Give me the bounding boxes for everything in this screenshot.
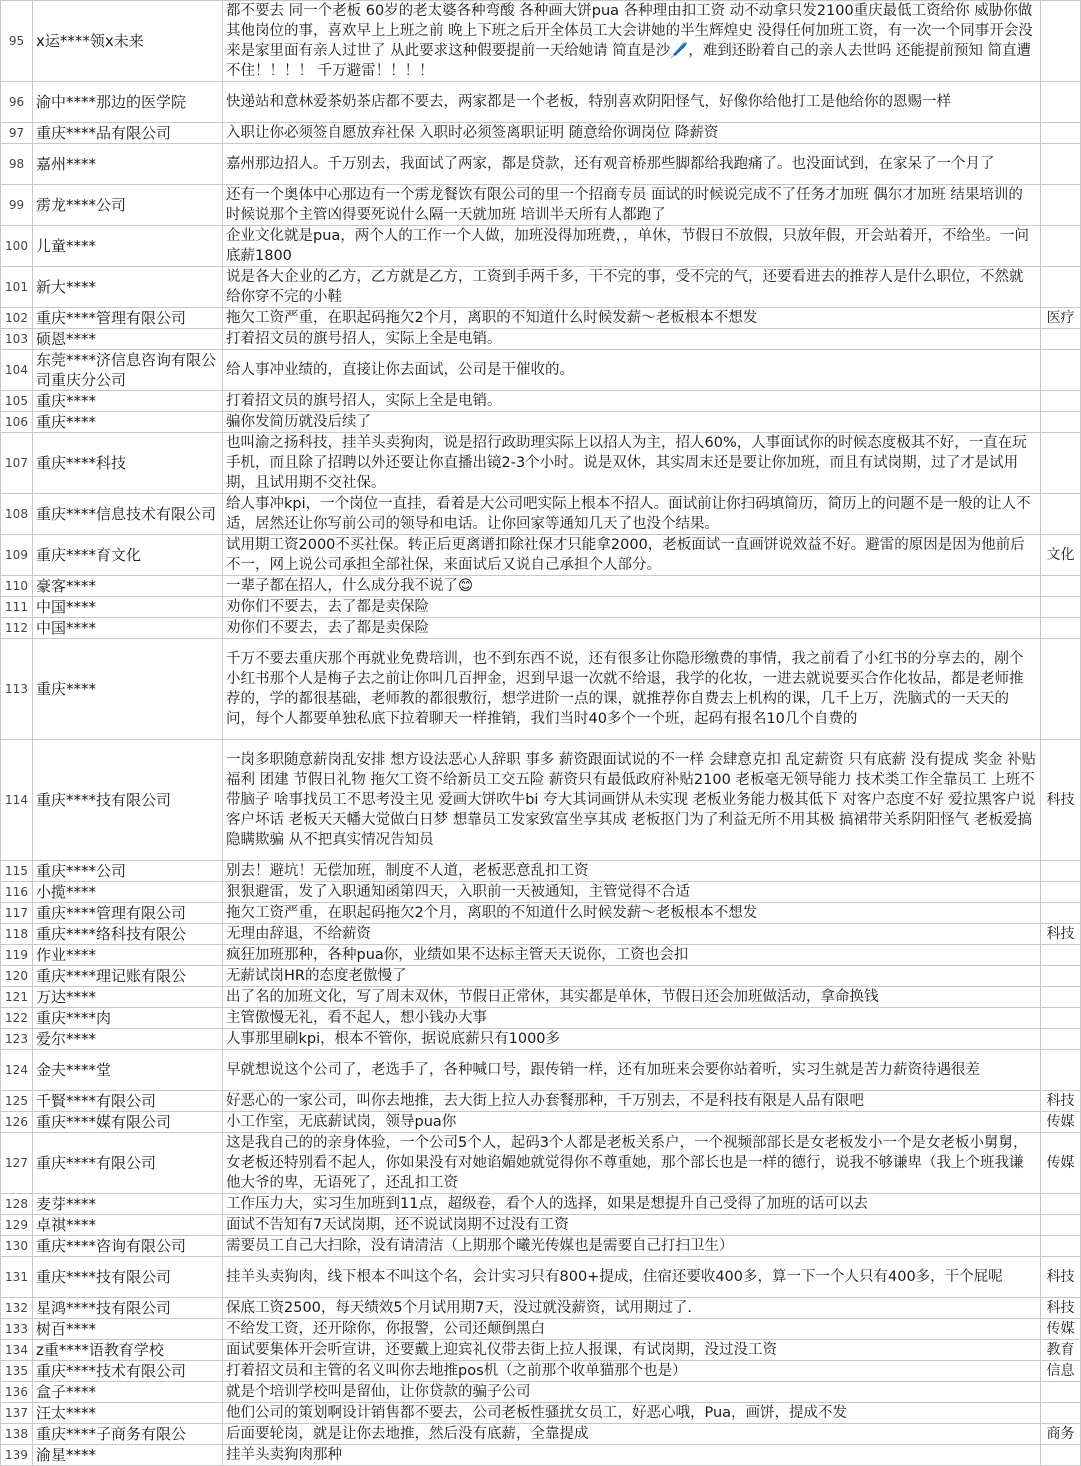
row-number[interactable]: 126: [1, 1112, 33, 1133]
table-row: [1, 861, 1081, 882]
company-cell[interactable]: 中国****: [33, 618, 223, 639]
company-cell[interactable]: 树百****: [33, 1319, 223, 1340]
row-number[interactable]: 135: [1, 1361, 33, 1382]
row-number[interactable]: 123: [1, 1029, 33, 1050]
review-cell[interactable]: 挂羊头卖狗肉那种: [223, 1445, 1041, 1466]
row-number[interactable]: 138: [1, 1424, 33, 1445]
review-cell[interactable]: 别去！避坑！无偿加班，制度不人道，老板恶意乱扣工资: [223, 861, 1041, 882]
company-cell[interactable]: 雳龙****公司: [33, 185, 223, 226]
table-row: [1, 185, 1081, 226]
company-cell[interactable]: 重庆****科技: [33, 433, 223, 494]
table-row: [1, 308, 1081, 329]
category-cell[interactable]: [1041, 639, 1081, 740]
table-row: [1, 576, 1081, 597]
company-cell[interactable]: 嘉州****: [33, 144, 223, 185]
table-row: [1, 329, 1081, 350]
company-cell[interactable]: 重庆****公司: [33, 861, 223, 882]
row-number[interactable]: 113: [1, 639, 33, 740]
category-cell[interactable]: [1041, 144, 1081, 185]
review-cell[interactable]: 后面要轮岗，就是让你去地推，然后没有底薪，全靠提成: [223, 1424, 1041, 1445]
row-number[interactable]: 137: [1, 1403, 33, 1424]
table-row: [1, 535, 1081, 576]
company-cell[interactable]: 星鸿****技有限公司: [33, 1298, 223, 1319]
row-number[interactable]: 129: [1, 1215, 33, 1236]
company-cell[interactable]: 麦芽****: [33, 1194, 223, 1215]
row-number[interactable]: 101: [1, 267, 33, 308]
company-cell[interactable]: 硕恩****: [33, 329, 223, 350]
category-cell[interactable]: 医疗: [1041, 308, 1081, 329]
table-row: [1, 903, 1081, 924]
category-cell[interactable]: [1041, 987, 1081, 1008]
table-row: [1, 1257, 1081, 1298]
review-cell[interactable]: 给人事冲业绩的，直接让你去面试，公司是干催收的。: [223, 350, 1041, 391]
company-cell[interactable]: 重庆****络科技有限公: [33, 924, 223, 945]
table-row: [1, 144, 1081, 185]
company-cell[interactable]: 重庆****: [33, 412, 223, 433]
table-body: [1, 1, 1081, 1466]
review-cell[interactable]: 拖欠工资严重，在职起码拖欠2个月，离职的不知道什么时候发薪～老板根本不想发: [223, 308, 1041, 329]
review-cell[interactable]: 他们公司的策划啊设计销售都不要去，公司老板性骚扰女员工，好恶心哦，Pua，画饼，提成不发: [223, 1403, 1041, 1424]
category-cell[interactable]: 教育: [1041, 1340, 1081, 1361]
category-cell[interactable]: 传媒: [1041, 1319, 1081, 1340]
table-row: [1, 226, 1081, 267]
table-row: [1, 391, 1081, 412]
category-cell[interactable]: 科技: [1041, 1257, 1081, 1298]
company-cell[interactable]: 作业****: [33, 945, 223, 966]
category-cell[interactable]: [1041, 1, 1081, 82]
category-cell[interactable]: [1041, 618, 1081, 639]
row-number[interactable]: 124: [1, 1050, 33, 1091]
company-cell[interactable]: 重庆****: [33, 639, 223, 740]
category-cell[interactable]: [1041, 1382, 1081, 1403]
company-cell[interactable]: 汪太****: [33, 1403, 223, 1424]
company-cell[interactable]: x运****领x未来: [33, 1, 223, 82]
review-cell[interactable]: 劝你们不要去，去了都是卖保险: [223, 597, 1041, 618]
review-cell[interactable]: 快递站和意林爱茶奶茶店都不要去，两家都是一个老板，特别喜欢阴阳怪气，好像你给他打工是他给你的恩赐一样: [223, 82, 1041, 123]
row-number[interactable]: 102: [1, 308, 33, 329]
row-number[interactable]: 116: [1, 882, 33, 903]
review-cell[interactable]: 给人事冲kpi，一个岗位一直挂，看着是大公司吧实际上根本不招人。面试前让你扫码填简历，简历上的问题不是一般的让人不适，居然还让你写前公司的领导和电话。让你回家等通知几天了也没个结果。: [223, 494, 1041, 535]
company-cell[interactable]: 重庆****肉: [33, 1008, 223, 1029]
review-cell[interactable]: 早就想说这个公司了，老选手了，各种喊口号，跟传销一样，还有加班来会要你站着听，实习生就是苦力薪资待遇很差: [223, 1050, 1041, 1091]
review-cell[interactable]: 好恶心的一家公司，叫你去地推，去大街上拉人办套餐那种，千万别去，不是科技有限是人品有限吧: [223, 1091, 1041, 1112]
category-cell[interactable]: [1041, 576, 1081, 597]
row-number[interactable]: 99: [1, 185, 33, 226]
row-number[interactable]: 131: [1, 1257, 33, 1298]
company-cell[interactable]: 重庆****媒有限公司: [33, 1112, 223, 1133]
category-cell[interactable]: [1041, 391, 1081, 412]
review-cell[interactable]: 小工作室，无底薪试岗，领导pua你: [223, 1112, 1041, 1133]
row-number[interactable]: 104: [1, 350, 33, 391]
row-number[interactable]: 115: [1, 861, 33, 882]
table-row: [1, 882, 1081, 903]
category-cell[interactable]: [1041, 945, 1081, 966]
row-number[interactable]: 132: [1, 1298, 33, 1319]
review-cell[interactable]: 打着招文员的旗号招人，实际上全是电销。: [223, 391, 1041, 412]
table-row: [1, 82, 1081, 123]
category-cell[interactable]: [1041, 350, 1081, 391]
row-number[interactable]: 107: [1, 433, 33, 494]
review-cell[interactable]: 需要员工自己大扫除，没有请清洁（上期那个曦光传媒也是需要自己打扫卫生）: [223, 1236, 1041, 1257]
table-row: [1, 1298, 1081, 1319]
review-cell[interactable]: 面试要集体开会听宣讲，还要戴上迎宾礼仪带去街上拉人报课，有试岗期，没过没工资: [223, 1340, 1041, 1361]
category-cell[interactable]: [1041, 1215, 1081, 1236]
review-cell[interactable]: 骗你发简历就没后续了: [223, 412, 1041, 433]
category-cell[interactable]: [1041, 329, 1081, 350]
table-row: [1, 924, 1081, 945]
company-cell[interactable]: 重庆****育文化: [33, 535, 223, 576]
review-cell[interactable]: 说是各大企业的乙方，乙方就是乙方，工资到手两千多，干不完的事，受不完的气，还要看进去的推荐人是什么职位，不然就给你穿不完的小鞋: [223, 267, 1041, 308]
table-row: [1, 350, 1081, 391]
review-cell[interactable]: 千万不要去重庆那个再就业免费培训，也不到东西不说，还有很多让你隐形缴费的事情，我之前看了小红书的分享去的，剐个小红书那个人是梅子去之前让你叫几百押金，迟到早退一次就不给退，我学的化妆，一进去就说要买合作化妆品，都是老师推荐的，学的都很基础，老师教的都很敷衍，想学进阶一点的课，就推荐你自费去上机构的课，几千上万，洗脑式的一天天的问，每个人都要单独私底下拉着聊天一样推销，我们当时40多个一个班，起码有报名10几个自费的: [223, 639, 1041, 740]
category-cell[interactable]: [1041, 1403, 1081, 1424]
table-row: [1, 267, 1081, 308]
category-cell[interactable]: [1041, 861, 1081, 882]
table-row: [1, 433, 1081, 494]
review-cell[interactable]: 都不要去 同一个老板 60岁的老太婆各种弯酸 各种画大饼pua 各种理由扣工资 动不动拿只发2100重庆最低工资给你 威胁你做其他岗位的事，喜欢早上上班之前 晚上下班之后开全体员工大会讲她的半生辉煌史 没得任何加班工资，有一次一个同事开会没来是家里面有亲人过世了 从此要求这种假要提前一天给她请 简直是沙🖊️，难到还盼着自己的亲人去世吗 还能提前预知 简直遭不住！！！！ 千万避雷！！！！: [223, 1, 1041, 82]
category-cell[interactable]: [1041, 267, 1081, 308]
table-row: [1, 123, 1081, 144]
row-number[interactable]: 112: [1, 618, 33, 639]
row-number[interactable]: 109: [1, 535, 33, 576]
review-cell[interactable]: 面试不告知有7天试岗期，还不说试岗期不过没有工资: [223, 1215, 1041, 1236]
table-row: [1, 740, 1081, 861]
row-number[interactable]: 127: [1, 1133, 33, 1194]
table-row: [1, 1008, 1081, 1029]
table-row: [1, 1424, 1081, 1445]
company-cell[interactable]: 重庆****管理有限公司: [33, 308, 223, 329]
category-cell[interactable]: 科技: [1041, 740, 1081, 861]
review-cell[interactable]: 挂羊头卖狗肉，线下根本不叫这个名，会计实习只有800+提成，住宿还要收400多，算一下一个人只有400多，干个屁呢: [223, 1257, 1041, 1298]
table-row: [1, 1236, 1081, 1257]
table-row: [1, 639, 1081, 740]
row-number[interactable]: 118: [1, 924, 33, 945]
category-cell[interactable]: [1041, 1194, 1081, 1215]
table-row: [1, 494, 1081, 535]
review-cell[interactable]: 疯狂加班那种，各种pua你，业绩如果不达标主管天天说你，工资也会扣: [223, 945, 1041, 966]
category-cell[interactable]: [1041, 903, 1081, 924]
review-cell[interactable]: 主管傲慢无礼，看不起人，想小钱办大事: [223, 1008, 1041, 1029]
company-cell[interactable]: 东莞****济信息咨询有限公司重庆分公司: [33, 350, 223, 391]
table-row: [1, 1133, 1081, 1194]
review-cell[interactable]: 劝你们不要去，去了都是卖保险: [223, 618, 1041, 639]
row-number[interactable]: 117: [1, 903, 33, 924]
company-cell[interactable]: 渝星****: [33, 1445, 223, 1466]
category-cell[interactable]: [1041, 433, 1081, 494]
row-number[interactable]: 98: [1, 144, 33, 185]
row-number[interactable]: 95: [1, 1, 33, 82]
review-cell[interactable]: 保底工资2500，每天绩效5个月试用期7天，没过就没薪资，试用期过了.: [223, 1298, 1041, 1319]
category-cell[interactable]: 传媒: [1041, 1112, 1081, 1133]
row-number[interactable]: 114: [1, 740, 33, 861]
table-row: [1, 945, 1081, 966]
row-number[interactable]: 100: [1, 226, 33, 267]
category-cell[interactable]: [1041, 1050, 1081, 1091]
company-cell[interactable]: 新大****: [33, 267, 223, 308]
category-cell[interactable]: [1041, 123, 1081, 144]
company-cell[interactable]: 爱尔****: [33, 1029, 223, 1050]
company-cell[interactable]: 重庆****技有限公司: [33, 1257, 223, 1298]
row-number[interactable]: 119: [1, 945, 33, 966]
table-row: [1, 1361, 1081, 1382]
company-cell[interactable]: 金夫****堂: [33, 1050, 223, 1091]
category-cell[interactable]: [1041, 882, 1081, 903]
review-cell[interactable]: 不给发工资，还开除你，你报警，公司还颠倒黑白: [223, 1319, 1041, 1340]
company-cell[interactable]: 万达****: [33, 987, 223, 1008]
review-cell[interactable]: 就是个培训学校叫是留仙，让你贷款的骗子公司: [223, 1382, 1041, 1403]
review-cell[interactable]: 出了名的加班文化，写了周末双休，节假日正常休，其实都是单休，节假日还会加班做活动，拿命换钱: [223, 987, 1041, 1008]
row-number[interactable]: 105: [1, 391, 33, 412]
row-number[interactable]: 133: [1, 1319, 33, 1340]
company-cell[interactable]: 盒子****: [33, 1382, 223, 1403]
company-cell[interactable]: 重庆****品有限公司: [33, 123, 223, 144]
category-cell[interactable]: [1041, 226, 1081, 267]
table-row: [1, 1029, 1081, 1050]
table-row: [1, 1403, 1081, 1424]
category-cell[interactable]: [1041, 82, 1081, 123]
category-cell[interactable]: 科技: [1041, 1298, 1081, 1319]
row-number[interactable]: 108: [1, 494, 33, 535]
review-cell[interactable]: 嘉州那边招人。千万别去，我面试了两家，都是贷款，还有观音桥那些脚都给我跑痛了。也没面试到，在家呆了一个月了: [223, 144, 1041, 185]
row-number[interactable]: 121: [1, 987, 33, 1008]
row-number[interactable]: 110: [1, 576, 33, 597]
review-cell[interactable]: 拖欠工资严重，在职起码拖欠2个月，离职的不知道什么时候发薪～老板根本不想发: [223, 903, 1041, 924]
row-number[interactable]: 96: [1, 82, 33, 123]
category-cell[interactable]: 文化: [1041, 535, 1081, 576]
review-cell[interactable]: 这是我自己的的亲身体验，一个公司5个人，起码3个人都是老板关系户，一个视频部部长是女老板发小一个是女老板小舅舅，女老板还特别看不起人，你如果没有对她谄媚她就觉得你不尊重她，那个部长也是一样的德行，说我不够谦卑（我上个班我谦他大爷的卑，无语死了，还乱扣工资: [223, 1133, 1041, 1194]
company-cell[interactable]: 卓祺****: [33, 1215, 223, 1236]
review-cell[interactable]: 还有一个奥体中心那边有一个雳龙餐饮有限公司的里一个招商专员 面试的时候说完成不了任务才加班 偶尔才加班 结果培训的时候说那个主管凶得要死说什么隔一天就加班 培训半天所有人都跑了: [223, 185, 1041, 226]
company-cell[interactable]: 重庆****技有限公司: [33, 740, 223, 861]
category-cell[interactable]: [1041, 412, 1081, 433]
category-cell[interactable]: [1041, 1029, 1081, 1050]
company-cell[interactable]: 千賢****有限公司: [33, 1091, 223, 1112]
table-row: [1, 1215, 1081, 1236]
review-cell[interactable]: 打着招文员和主管的名义叫你去地推pos机（之前那个收单猫那个也是）: [223, 1361, 1041, 1382]
category-cell[interactable]: [1041, 185, 1081, 226]
company-cell[interactable]: 渝中****那边的医学院: [33, 82, 223, 123]
category-cell[interactable]: 科技: [1041, 924, 1081, 945]
category-cell[interactable]: 信息: [1041, 1361, 1081, 1382]
row-number[interactable]: 128: [1, 1194, 33, 1215]
category-cell[interactable]: [1041, 597, 1081, 618]
review-cell[interactable]: 人事那里刷kpi，根本不管你，据说底薪只有1000多: [223, 1029, 1041, 1050]
review-cell[interactable]: 一辈子都在招人，什么成分我不说了😊: [223, 576, 1041, 597]
row-number[interactable]: 125: [1, 1091, 33, 1112]
company-cell[interactable]: 重庆****管理有限公司: [33, 903, 223, 924]
company-cell[interactable]: 重庆****信息技术有限公司: [33, 494, 223, 535]
row-number[interactable]: 97: [1, 123, 33, 144]
table-row: [1, 987, 1081, 1008]
table-row: [1, 1319, 1081, 1340]
review-cell[interactable]: 也叫渝之扬科技，挂羊头卖狗肉，说是招行政助理实际上以招人为主，招人60%，人事面试你的时候态度极其不好，一直在玩手机，而且除了招聘以外还要让你直播出镜2-3个小时。说是双休，其实周末还是要让你加班，而且有试岗期，过了才是试用期，且试用期不交社保。: [223, 433, 1041, 494]
review-cell[interactable]: 无理由辞退，不给薪资: [223, 924, 1041, 945]
table-row: [1, 1445, 1081, 1466]
company-cell[interactable]: 儿童****: [33, 226, 223, 267]
table-row: [1, 1194, 1081, 1215]
company-cell[interactable]: 重庆****技术有限公司: [33, 1361, 223, 1382]
row-number[interactable]: 139: [1, 1445, 33, 1466]
review-cell[interactable]: 无薪试岗HR的态度老傲慢了: [223, 966, 1041, 987]
review-cell[interactable]: 一岗多职随意薪岗乱安排 想方设法恶心人辞职 事多 薪资跟面试说的不一样 会肆意克扣 乱定薪资 只有底薪 没有提成 奖金 补贴 福利 团建 节假日礼物 拖欠工资不给新员工交五险 薪资只有最低政府补贴2100 老板毫无领导能力 技术类工作全靠员工 上班不带脑子 啥事找员工不思考没主见 爱画大饼吹牛bi 夸大其词画饼从未实现 老板业务能力极其低下 对客户态度不好 爱拉黑客户说客户坏话 老板天天幡大觉做白日梦 想靠员工发家致富坐享其成 老板抠门为了利益无所不用其极 搞裙带关系阴阳怪气 老板爱搞隐瞒欺骗 从不把真实情况告知员: [223, 740, 1041, 861]
row-number[interactable]: 103: [1, 329, 33, 350]
company-cell[interactable]: 重庆****理记账有限公: [33, 966, 223, 987]
company-cell[interactable]: 重庆****子商务有限公: [33, 1424, 223, 1445]
review-cell[interactable]: 狠狠避雷，发了入职通知函第四天，入职前一天被通知，主管觉得不合适: [223, 882, 1041, 903]
review-cell[interactable]: 入职让你必须签自愿放弃社保 入职时必须签离职证明 随意给你调岗位 降薪资: [223, 123, 1041, 144]
table-row: [1, 966, 1081, 987]
review-cell[interactable]: 试用期工资2000不买社保。转正后更离谱扣除社保才只能拿2000，老板面试一直画饼说效益不好。避雷的原因是因为他前后不一，网上说公司承担全部社保，来面试后又说自己承担个人部分。: [223, 535, 1041, 576]
category-cell[interactable]: 商务: [1041, 1424, 1081, 1445]
table-row: [1, 1382, 1081, 1403]
table-row: [1, 1, 1081, 82]
category-cell[interactable]: [1041, 1236, 1081, 1257]
row-number[interactable]: 120: [1, 966, 33, 987]
table-row: [1, 412, 1081, 433]
table-row: [1, 1340, 1081, 1361]
category-cell[interactable]: 科技: [1041, 1091, 1081, 1112]
company-cell[interactable]: 重庆****咨询有限公司: [33, 1236, 223, 1257]
review-cell[interactable]: 企业文化就是pua，两个人的工作一个人做，加班没得加班费，，单休，节假日不放假，只放年假，开会站着开，不给坐。一问底薪1800: [223, 226, 1041, 267]
table-row: [1, 1112, 1081, 1133]
table-row: [1, 1091, 1081, 1112]
review-cell[interactable]: 打着招文员的旗号招人，实际上全是电销。: [223, 329, 1041, 350]
company-cell[interactable]: 中国****: [33, 597, 223, 618]
table-row: [1, 1050, 1081, 1091]
category-cell[interactable]: [1041, 1008, 1081, 1029]
company-cell[interactable]: z重****语教育学校: [33, 1340, 223, 1361]
review-cell[interactable]: 工作压力大，实习生加班到11点，超级卷，看个人的选择，如果是想提升自己受得了加班的话可以去: [223, 1194, 1041, 1215]
row-number[interactable]: 130: [1, 1236, 33, 1257]
company-cell[interactable]: 小揽****: [33, 882, 223, 903]
table-row: [1, 618, 1081, 639]
row-number[interactable]: 122: [1, 1008, 33, 1029]
row-number[interactable]: 136: [1, 1382, 33, 1403]
category-cell[interactable]: [1041, 494, 1081, 535]
row-number[interactable]: 111: [1, 597, 33, 618]
company-cell[interactable]: 重庆****有限公司: [33, 1133, 223, 1194]
row-number[interactable]: 106: [1, 412, 33, 433]
row-number[interactable]: 134: [1, 1340, 33, 1361]
category-cell[interactable]: 传媒: [1041, 1133, 1081, 1194]
table-row: [1, 597, 1081, 618]
company-cell[interactable]: 重庆****: [33, 391, 223, 412]
category-cell[interactable]: [1041, 1445, 1081, 1466]
company-cell[interactable]: 豪客****: [33, 576, 223, 597]
category-cell[interactable]: [1041, 966, 1081, 987]
